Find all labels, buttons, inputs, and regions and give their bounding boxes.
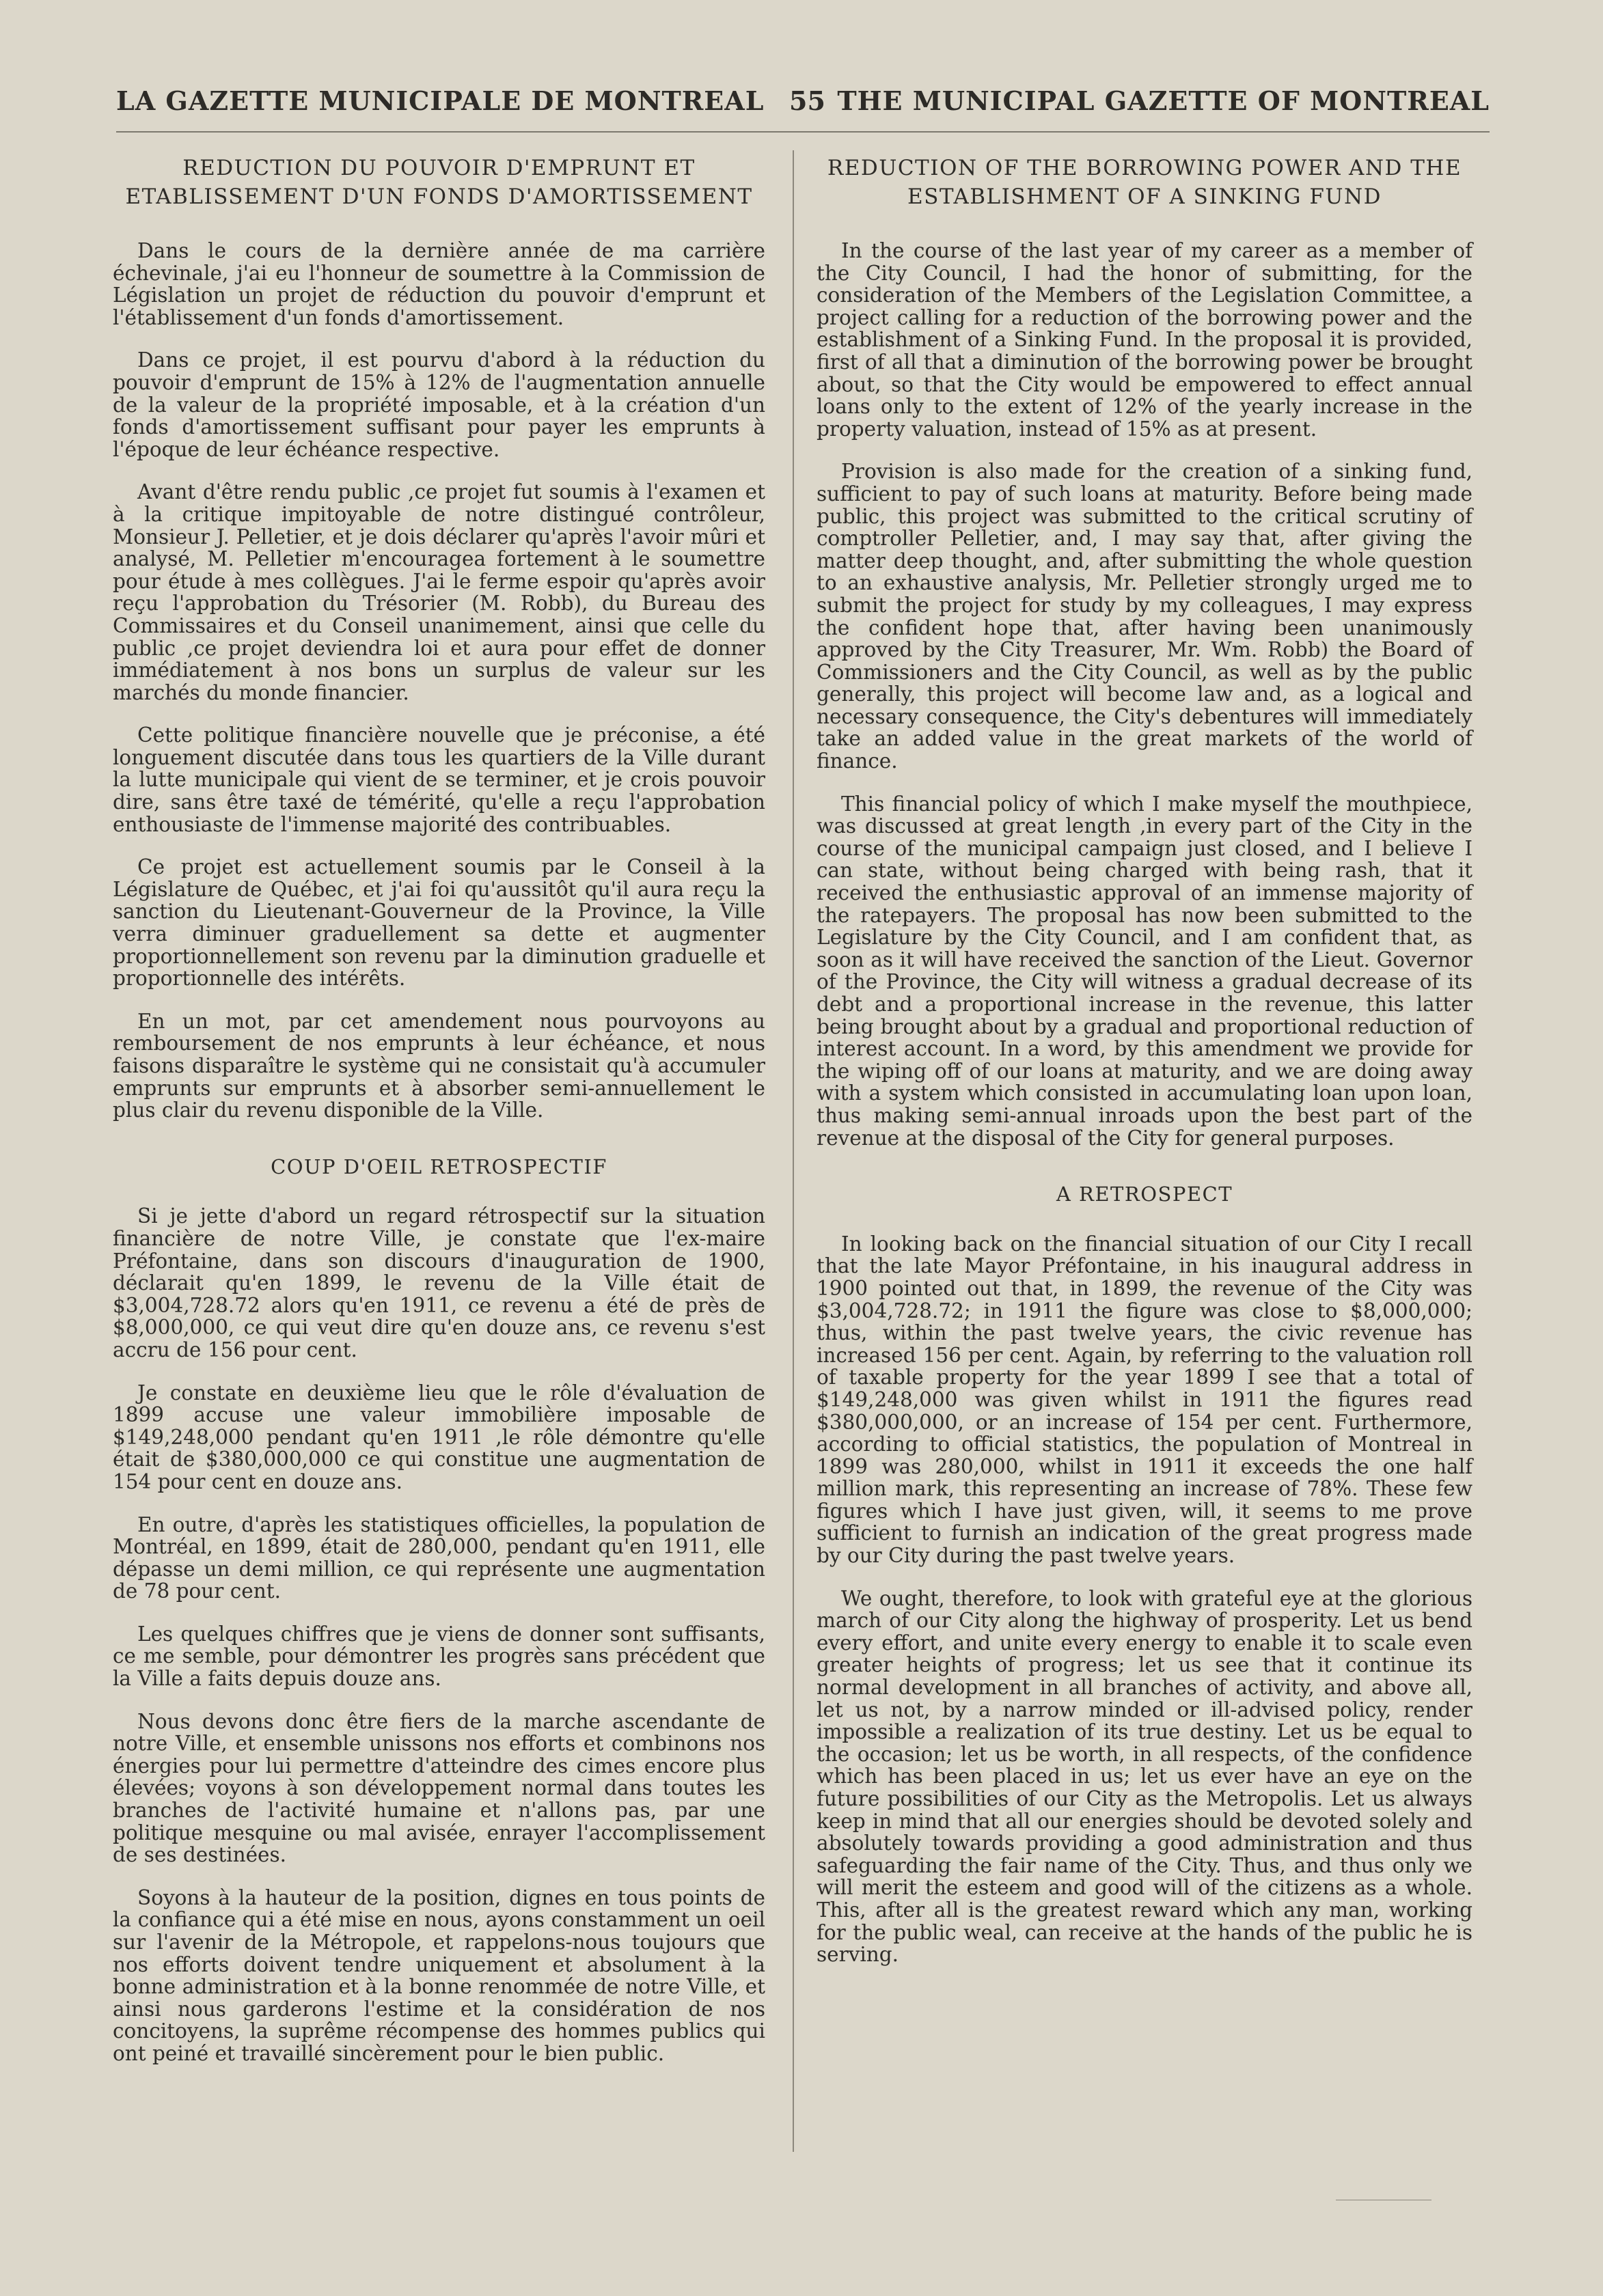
english-article-title: REDUCTION OF THE BORROWING POWER AND THE ESTABLISHMENT OF A SINKING FUND	[827, 156, 1462, 209]
english-paragraph: We ought, therefore, to look with grateful eye at the glorious march of our City along the highway of prosperity. Let us bend every effort, and unite every energy to enable it to scale even greater heights of progress; let us see that it continue its normal development in all branches of activity, and above all, let us not, by a narrow minded or ill-advised policy, render impossible a realization of its true destiny. Let us be equal to the occasion; let us be worth, in all respects, of the confidence which has been placed in us; let us ever have an eye on the future possibilities of our City as the Metropolis. Let us always keep in mind that all our energies should be devoted solely and absolutely towards providing a good administration and thus safeguarding the fair name of the City. Thus, and thus only we will merit the esteem and good will of the citizens as a whole. This, after all is the greatest reward which any man, working for the public weal, can receive at the hands of the public he is serving.	[817, 1586, 1472, 1967]
english-column	[817, 154, 1472, 1987]
french-paragraph: Dans le cours de la dernière année de ma carrière échevinale, j'ai eu l'honneur de soumettre à la Commission de Législation un projet de réduction du pouvoir d'emprunt et l'établissement d'un fonds d'amortissement.	[113, 239, 765, 329]
header-divider	[116, 131, 1490, 133]
french-paragraph: Je constate en deuxième lieu que le rôle d'évaluation de 1899 accuse une valeur immobilière imposable de $149,248,000 pendant qu'en 1911 ,le rôle démontre qu'elle était de $380,000,000 ce qui constitue une augmentation de 154 pour cent en douze ans.	[113, 1381, 765, 1493]
french-paragraph: Les quelques chiffres que je viens de donner sont suffisants, ce me semble, pour démontrer les progrès sans précédent que la Ville a faits depuis douze ans.	[113, 1622, 765, 1691]
french-column	[113, 154, 765, 2086]
french-section-heading: COUP D'OEIL RETROSPECTIF	[271, 1154, 607, 1178]
french-paragraph: Si je jette d'abord un regard rétrospectif sur la situation financière de notre Ville, je constate que l'ex-maire Préfontaine, dans son discours d'inauguration de 1900, déclarait qu'en 1899, le revenu de la Ville était de $3,004,728.72 alors qu'en 1911, ce revenu a été de près de $8,000,000, ce qui veut dire qu'en douze ans, ce revenu s'est accru de 156 pour cent.	[113, 1204, 765, 1361]
french-paragraph: En un mot, par cet amendement nous pourvoyons au remboursement de nos emprunts à leur échéance, et nous faisons disparaître le système qui ne consistait qu'à accumuler emprunts sur emprunts et à absorber semi-annuellement le plus clair du revenu disponible de la Ville.	[113, 1009, 765, 1122]
french-paragraph: En outre, d'après les statistiques officielles, la population de Montréal, en 1899, était de 280,000, pendant qu'en 1911, elle dépasse un demi million, ce qui représente une augmentation de 78 pour cent.	[113, 1512, 765, 1603]
header-french-title: LA GAZETTE MUNICIPALE DE MONTREAL	[116, 85, 765, 116]
french-article-title: REDUCTION DU POUVOIR D'EMPRUNT ET ETABLISSEMENT D'UN FONDS D'AMORTISSEMENT	[125, 156, 753, 209]
english-paragraph: In looking back on the financial situation of our City I recall that the late Mayor Préfontaine, in his inaugural address in 1900 pointed out that, in 1899, the revenue of the City was $3,004,728.72; in 1911 the figure was close to $8,000,000; thus, within the past twelve years, the civic revenue has increased 156 per cent. Again, by referring to the valuation roll of taxable property for the year 1899 I see that a total of $149,248,000 was given whilst in 1911 the figures read $380,000,000, or an increase of 154 per cent. Furthermore, according to official statistics, the population of Montreal in 1899 was 280,000, whilst in 1911 it exceeds the one half million mark, this representing an increase of 78%. These few figures which I have just given, will, it seems to me prove sufficient to furnish an indication of the great progress made by our City during the past twelve years.	[817, 1232, 1472, 1568]
column-divider	[793, 150, 794, 2152]
french-paragraph: Ce projet est actuellement soumis par le Conseil à la Législature de Québec, et j'ai foi qu'aussitôt qu'il aura reçu la sanction du Lieutenant-Gouverneur de la Province, la Ville verra diminuer graduellement sa dette et augmenter proportionnellement son revenu par la diminution graduelle et proportionnelle des intérêts.	[113, 855, 765, 991]
english-paragraph: In the course of the last year of my career as a member of the City Council, I had the honor of submitting, for the consideration of the Members of the Legislation Committee, a project calling for a reduction of the borrowing power and the establishment of a Sinking Fund. In the proposal it is provided, first of all that a diminution of the borrowing power be brought about, so that the City would be empowered to effect annual loans only to the extent of 12% of the yearly increase in the property valuation, instead of 15% as at present.	[817, 239, 1472, 441]
english-section-heading: A RETROSPECT	[1056, 1182, 1233, 1206]
french-paragraph: Cette politique financière nouvelle que je préconise, a été longuement discutée dans tous les quartiers de la Ville durant la lutte municipale qui vient de se terminer, et je crois pouvoir dire, sans être taxé de témérité, qu'elle a reçu l'approbation enthousiaste de l'immense majorité des contribuables.	[113, 723, 765, 836]
french-paragraph: Nous devons donc être fiers de la marche ascendante de notre Ville, et ensemble unissons nos efforts et combinons nos énergies pour lui permettre d'atteindre des cimes encore plus élevées; voyons à son développement normal dans toutes les branches de l'activité humaine et n'allons pas, par une politique mesquine ou mal avisée, enrayer l'accomplissement de ses destinées.	[113, 1709, 765, 1867]
french-paragraph: Avant d'être rendu public ,ce projet fut soumis à l'examen et à la critique impitoyable de notre distingué contrôleur, Monsieur J. Pelletier, et je dois déclarer qu'après l'avoir mûri et analysé, M. Pelletier m'encouragea fortement à le soumettre pour étude à mes collègues. J'ai le ferme espoir qu'après avoir reçu l'approbation du Trésorier (M. Robb), du Bureau des Commissaires et du Conseil unanimement, ainsi que celle du public ,ce projet deviendra loi et aura pour effet de donner immédiatement à nos bons un surplus de valeur sur les marchés du monde financier.	[113, 480, 765, 704]
page-header	[116, 85, 1490, 126]
page-number: 55	[789, 85, 825, 116]
header-english-title: THE MUNICIPAL GAZETTE OF MONTREAL	[837, 85, 1490, 116]
french-paragraph: Dans ce projet, il est pourvu d'abord à la réduction du pouvoir d'emprunt de 15% à 12% de l'augmentation annuelle de la valeur de la propriété imposable, et à la création d'un fonds d'amortissement suffisant pour payer les emprunts à l'époque de leur échéance respective.	[113, 348, 765, 461]
english-paragraph: This financial policy of which I make myself the mouthpiece, was discussed at great length ,in every part of the City in the course of the municipal campaign just closed, and I believe I can state, without being charged with being rash, that it received the enthusiastic approval of an immense majority of the ratepayers. The proposal has now been submitted to the Legislature by the City Council, and I am confident that, as soon as it will have received the sanction of the Lieut. Governor of the Province, the City will witness a gradual decrease of its debt and a proportional increase in the revenue, this latter being brought about by a gradual and proportional reduction of interest account. In a word, by this amendment we provide for the wiping off of our loans at maturity, and we are doing away with a system which consisted in accumulating loan upon loan, thus making semi-annual inroads upon the best part of the revenue at the disposal of the City for general purposes.	[817, 792, 1472, 1150]
french-paragraph: Soyons à la hauteur de la position, dignes en tous points de la confiance qui a été mise en nous, ayons constamment un oeil sur l'avenir de la Métropole, et rappelons-nous toujours que nos efforts doivent tendre uniquement et absolument à la bonne administration et à la bonne renommée de notre Ville, et ainsi nous garderons l'estime et la considération de nos concitoyens, la suprême récompense des hommes publics qui ont peiné et travaillé sincèrement pour le bien public.	[113, 1885, 765, 2065]
english-paragraph: Provision is also made for the creation of a sinking fund, sufficient to pay of such loans at maturity. Before being made public, this project was submitted to the critical scrutiny of comptroller Pelletier, and, I may say that, after giving the matter deep thought, and, after submitting the whole question to an exhaustive analysis, Mr. Pelletier strongly urged me to submit the project for study by my colleagues, I may express the confident hope that, after having been unanimously approved by the City Treasurer, Mr. Wm. Robb) the Board of Commissioners and the City Council, as well as by the public generally, this project will become law and, as a logical and necessary consequence, the City's debentures will immediately take an added value in the great markets of the world of finance.	[817, 460, 1472, 773]
